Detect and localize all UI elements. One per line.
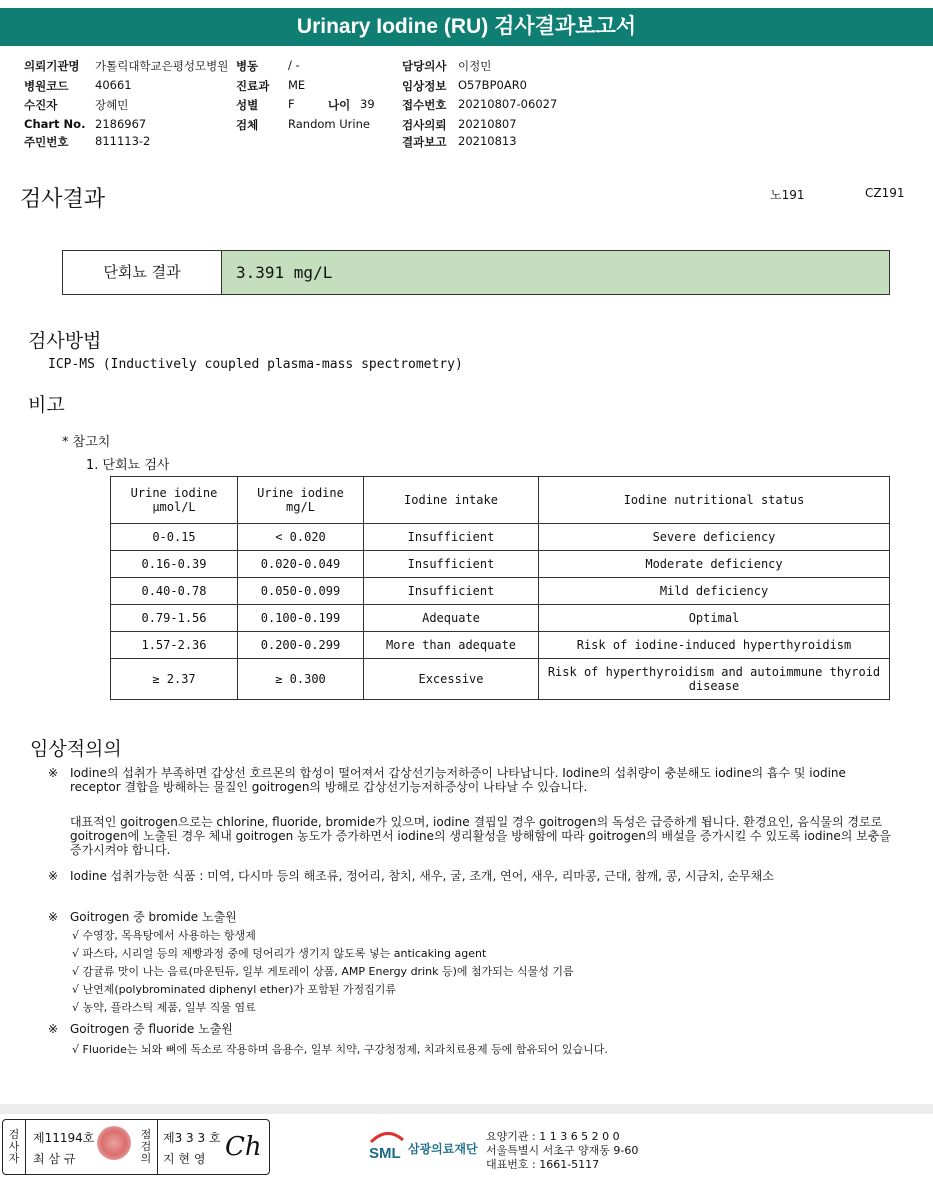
age-value: 39 <box>360 97 375 111</box>
header-umol: Urine iodine μmol/L <box>111 477 238 524</box>
sml-logo-icon <box>367 1128 407 1162</box>
table-cell: 1.57-2.36 <box>111 632 238 659</box>
list-item: √ 파스타, 시리얼 등의 제빵과정 중에 덩어리가 생기지 않도록 넣는 anticaking agent <box>72 947 487 960</box>
id-label: 주민번호 <box>24 135 69 149</box>
table-cell: 0.79-1.56 <box>111 605 238 632</box>
list-item: √ 수영장, 목욕탕에서 사용하는 항생제 <box>72 929 256 942</box>
note-mark: ※ <box>48 1022 59 1036</box>
reference-table <box>110 476 890 700</box>
chart-value: 2186967 <box>95 117 147 131</box>
table-row <box>111 578 890 605</box>
request-value: 20210807 <box>458 117 517 131</box>
clinical-info-value: O57BP0AR0 <box>458 78 527 92</box>
table-cell: 0.200-0.299 <box>238 632 364 659</box>
reviewer-vertical-label: 점 검 의 <box>140 1128 152 1165</box>
table-cell: Insufficient <box>364 524 539 551</box>
table-cell: ≥ 0.300 <box>238 659 364 700</box>
results-title: 검사결과 <box>20 187 106 212</box>
table-cell: Insufficient <box>364 578 539 605</box>
table-cell: 0.100-0.199 <box>238 605 364 632</box>
dept-value: ME <box>288 78 306 92</box>
reviewer-name: 지 현 영 <box>163 1152 206 1166</box>
name-label: 수진자 <box>24 98 58 112</box>
list-item: √ Fluoride는 뇌와 뼈에 독소로 작용하며 음용수, 일부 치약, 구강청정제, 치과치료용제 등에 함유되어 있습니다. <box>72 1043 608 1056</box>
hospital-value: 가톨릭대학교은평성모병원 <box>95 59 229 73</box>
chart-label: Chart No. <box>24 117 86 131</box>
lab-phone: 대표번호 : 1661-5117 <box>486 1158 600 1171</box>
result-value: 3.391 mg/L <box>222 251 889 294</box>
ref-heading: * 참고치 <box>62 435 111 450</box>
sub-heading: 1. 단회뇨 검사 <box>86 458 170 473</box>
signature: Ch <box>225 1132 262 1162</box>
clinical-info-label: 임상정보 <box>402 79 447 93</box>
table-cell: Risk of hyperthyroidism and autoimmune thyroid disease <box>539 659 890 700</box>
care-number: 요양기관 : 1 1 3 6 5 2 0 0 <box>486 1130 620 1143</box>
fluoride-title: Goitrogen 중 fluoride 노출원 <box>70 1022 233 1036</box>
result-label: 단회뇨 결과 <box>63 251 222 294</box>
header-intake: Iodine intake <box>364 477 539 524</box>
specimen-value: Random Urine <box>288 117 370 131</box>
sex-value: F <box>288 97 295 111</box>
clinical-para-1 <box>48 766 898 794</box>
table-row <box>111 551 890 578</box>
table-cell: 0-0.15 <box>111 524 238 551</box>
ward-label: 병동 <box>236 59 259 73</box>
clinical-text-2: 대표적인 goitrogen으로는 chlorine, fluoride, bromide가 있으며, iodine 결핍일 경우 goitrogen의 독성은 급증하게 됩니다. 환경요인, 음식물의 경로로 goitrogen에 노출된 경우 체내 goitrogen 농도가 증가하면서 iodine의 생리활성을 방해함에 따라 goitrogen의 배설을 증가시킬 수 있도록 iodine의 보충을 증가시켜야 합니다. <box>70 815 891 857</box>
divider <box>157 1120 158 1174</box>
seal-stamp-icon <box>97 1126 131 1160</box>
method-title: 검사방법 <box>28 330 102 352</box>
table-row <box>111 632 890 659</box>
footer-divider <box>0 1104 933 1114</box>
dept-label: 진료과 <box>236 79 270 93</box>
request-label: 검사의뢰 <box>402 118 447 132</box>
inspector-number: 제11194호 <box>33 1131 95 1145</box>
doctor-value: 이정민 <box>458 59 492 73</box>
table-cell: More than adequate <box>364 632 539 659</box>
header-status: Iodine nutritional status <box>539 477 890 524</box>
list-item: √ 감귤류 맛이 나는 음료(마운틴듀, 일부 게토레이 상품, AMP Energy drink 등)에 첨가되는 식물성 기름 <box>72 965 574 978</box>
code-label: 병원코드 <box>24 79 69 93</box>
page-ref-2: CZ191 <box>865 186 905 200</box>
note-mark: ※ <box>48 869 59 883</box>
bromide-title: Goitrogen 중 bromide 노출원 <box>70 910 237 924</box>
table-row <box>111 659 890 700</box>
ward-value: / - <box>288 58 300 72</box>
table-cell: 0.050-0.099 <box>238 578 364 605</box>
table-cell: Moderate deficiency <box>539 551 890 578</box>
fluoride-section <box>48 1022 898 1036</box>
note-mark: ※ <box>48 766 59 780</box>
table-cell: 0.16-0.39 <box>111 551 238 578</box>
table-header-row <box>111 477 890 524</box>
result-box <box>62 250 890 295</box>
table-cell: Adequate <box>364 605 539 632</box>
note-mark: ※ <box>48 910 59 924</box>
clinical-para-2 <box>48 815 898 857</box>
clinical-text-3: Iodine 섭취가능한 식품 : 미역, 다시마 등의 해조류, 정어리, 참치, 새우, 굴, 조개, 연어, 새우, 리마콩, 근대, 참깨, 콩, 시금치, 순무채소 <box>70 869 774 883</box>
patient-info <box>0 0 933 160</box>
signature-box <box>2 1119 270 1175</box>
table-cell: < 0.020 <box>238 524 364 551</box>
table-cell: Severe deficiency <box>539 524 890 551</box>
name-value: 장혜민 <box>95 98 129 112</box>
org-name: 삼광의료재단 <box>408 1142 478 1156</box>
report-value: 20210813 <box>458 134 517 148</box>
remarks-title: 비고 <box>28 394 65 416</box>
id-value: 811113-2 <box>95 134 151 148</box>
receipt-value: 20210807-06027 <box>458 97 558 111</box>
table-cell: 0.020-0.049 <box>238 551 364 578</box>
sex-label: 성별 <box>236 98 259 112</box>
table-cell: Optimal <box>539 605 890 632</box>
clinical-title: 임상적의의 <box>30 738 122 760</box>
sml-logo-text: SML <box>369 1145 401 1162</box>
table-cell: Mild deficiency <box>539 578 890 605</box>
table-row <box>111 605 890 632</box>
header-mg: Urine iodine mg/L <box>238 477 364 524</box>
list-item: √ 농약, 플라스틱 제품, 일부 직물 염료 <box>72 1001 256 1014</box>
clinical-para-3 <box>48 869 898 883</box>
doctor-label: 담당의사 <box>402 59 447 73</box>
inspector-vertical-label: 검 사 자 <box>8 1128 20 1165</box>
table-row <box>111 524 890 551</box>
page-ref-1: 노191 <box>770 188 805 202</box>
bromide-section <box>48 910 898 924</box>
lab-address: 서울특별시 서초구 양재동 9-60 <box>486 1144 639 1157</box>
report-label: 결과보고 <box>402 135 447 149</box>
list-item: √ 난연제(polybrominated diphenyl ether)가 포함된 가정집기류 <box>72 983 397 996</box>
reviewer-number: 제3 3 3 호 <box>163 1131 221 1145</box>
specimen-label: 검체 <box>236 118 259 132</box>
table-cell: Insufficient <box>364 551 539 578</box>
receipt-label: 접수번호 <box>402 98 447 112</box>
hospital-label: 의뢰기관명 <box>24 59 80 73</box>
inspector-name: 최 삼 규 <box>33 1152 76 1166</box>
method-text: ICP-MS (Inductively coupled plasma-mass spectrometry) <box>48 357 463 372</box>
divider <box>25 1120 26 1174</box>
table-cell: Excessive <box>364 659 539 700</box>
table-cell: ≥ 2.37 <box>111 659 238 700</box>
age-label: 나이 <box>328 98 351 112</box>
code-value: 40661 <box>95 78 132 92</box>
report-title: Urinary Iodine (RU) 검사결과보고서 <box>0 8 933 46</box>
table-cell: 0.40-0.78 <box>111 578 238 605</box>
table-cell: Risk of iodine-induced hyperthyroidism <box>539 632 890 659</box>
clinical-text-1: Iodine의 섭취가 부족하면 갑상선 호르몬의 합성이 떨어져서 갑상선기능저하증이 나타납니다. Iodine의 섭취량이 충분해도 iodine의 흡수 및 iodine receptor 결합을 방해하는 물질인 goitrogen의 방해로 갑상선기능저하증상이 나타날 수 있습니다. <box>70 766 846 794</box>
